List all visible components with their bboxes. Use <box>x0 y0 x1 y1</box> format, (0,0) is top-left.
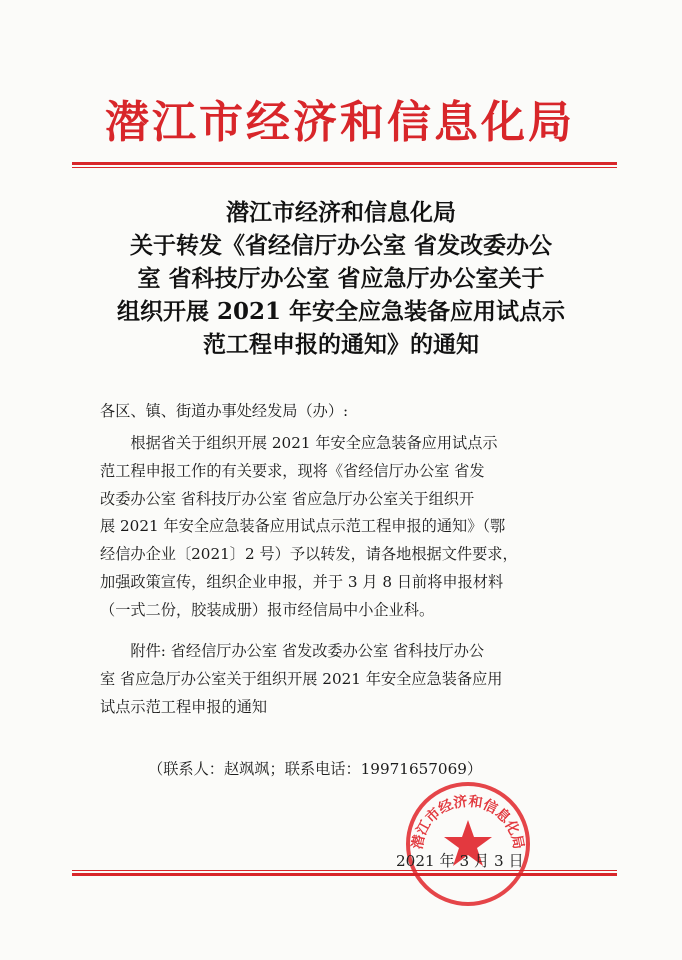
paragraph-line: 试点示范工程申报的通知 <box>100 697 268 716</box>
letterhead-org-name: 潜江市经济和信息化局 <box>105 97 575 148</box>
title-line: 室 省科技厅办公室 省应急厅办公室关于 <box>137 265 545 292</box>
body-paragraph <box>100 430 600 625</box>
title-line: 关于转发《省经信厅办公室 省发改委办公 <box>129 232 552 259</box>
footer-rule-thick <box>72 873 617 876</box>
letterhead-rule-thick <box>72 162 617 165</box>
paragraph-line: 室 省应急厅办公室关于组织开展 2021 年安全应急装备应用 <box>100 669 503 688</box>
paragraph-line: 范工程申报工作的有关要求，现将《省经信厅办公室 省发 <box>100 461 485 480</box>
footer-rule-thin <box>72 870 617 871</box>
paragraph-line: 改委办公室 省科技厅办公室 省应急厅办公室关于组织开 <box>100 489 475 508</box>
contact-info: （联系人：赵飒飒；联系电话：19971657069） <box>148 760 483 778</box>
title-line: 范工程申报的通知》的通知 <box>203 331 479 358</box>
official-seal-icon <box>404 780 532 908</box>
title-line: 组织开展 2021 年安全应急装备应用试点示 <box>116 298 566 325</box>
paragraph-line: 根据省关于组织开展 2021 年安全应急装备应用试点示 <box>100 434 498 452</box>
issue-date: 2021 年 3 月 3 日 <box>396 852 524 870</box>
paragraph-line: （一式二份，胶装成册）报市经信局中小企业科。 <box>100 600 435 619</box>
paragraph-line: 经信办企业〔2021〕2 号）予以转发，请各地根据文件要求， <box>100 545 518 564</box>
paragraph-line: 展 2021 年安全应急装备应用试点示范工程申报的通知》（鄂 <box>100 517 506 536</box>
seal-text: 潜江市经济和信息化局 <box>409 793 527 851</box>
notice-title <box>96 196 586 361</box>
paragraph-line: 加强政策宣传，组织企业申报，并于 3 月 8 日前将申报材料 <box>100 572 504 591</box>
letterhead-rule-thin <box>72 167 617 168</box>
attachment-paragraph <box>100 638 600 721</box>
addressee: 各区、镇、街道办事处经发局（办）: <box>100 402 349 420</box>
title-line: 潜江市经济和信息化局 <box>226 199 456 226</box>
paragraph-line: 附件: 省经信厅办公室 省发改委办公室 省科技厅办公 <box>100 642 485 660</box>
